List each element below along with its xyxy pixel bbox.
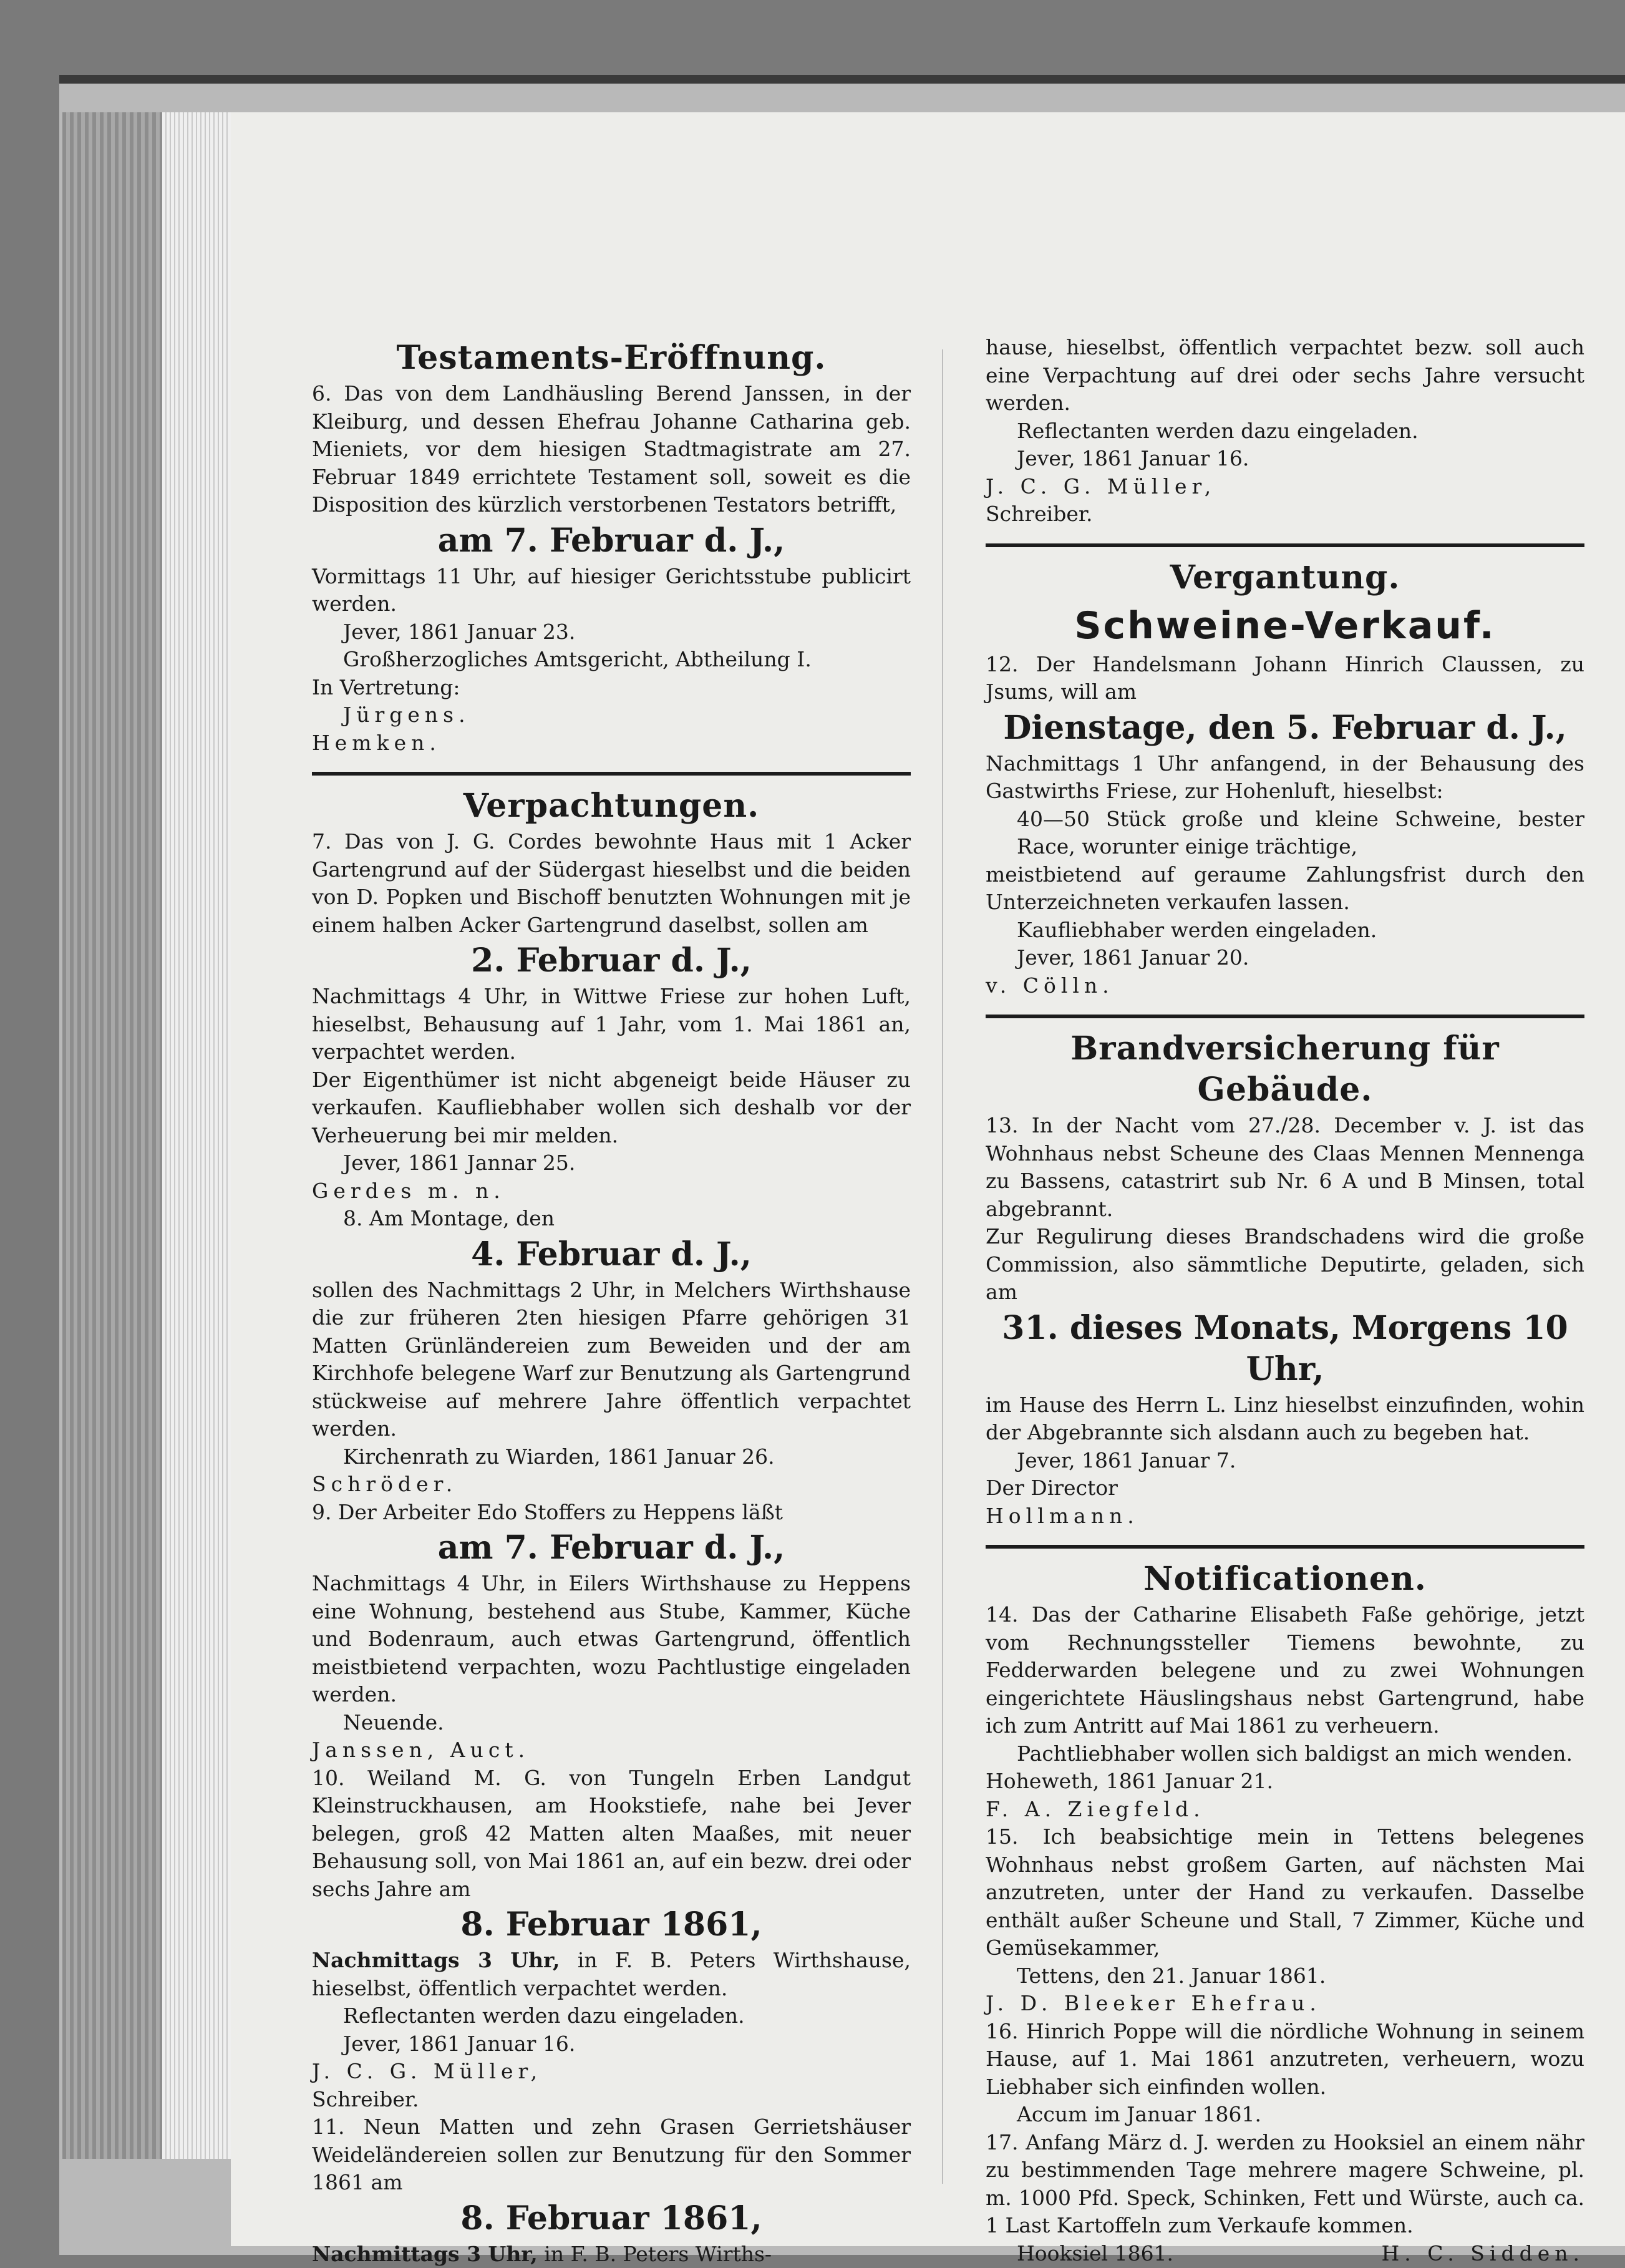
notice-14-place: Hoheweth, 1861 Januar 21.	[986, 1768, 1584, 1796]
notice-10-continued-invite: Reflectanten werden dazu eingeladen.	[986, 417, 1584, 445]
left-column	[312, 334, 911, 2268]
notice-6-signature-juergens: Jürgens.	[312, 701, 911, 729]
notice-6-vertretung: In Vertretung:	[312, 674, 911, 702]
notice-15-text: 15. Ich beabsichtige mein in Tettens belegenes Wohnhaus nebst großem Garten, auf nächsten Mai anzutreten, unter der Hand zu verkaufen. Dasselbe enthält außer Scheune und Stall, 7 Zimmer, Küche und Gemüsekammer,	[986, 1823, 1584, 1962]
heading-verpachtungen: Verpachtungen.	[312, 786, 911, 827]
notice-8-text-b: sollen des Nachmittags 2 Uhr, in Melchers Wirthshause die zur früheren 2ten hiesigen Pfarre gehörigen 31 Matten Grünländereien zum Beweiden und der am Kirchhofe belegene Warf zur Benutzung als Gartengrund stückweise auf mehrere Jahre öffentlich verpachtet werden.	[312, 1277, 911, 1443]
notice-13-date: 31. dieses Monats, Morgens 10 Uhr,	[986, 1308, 1584, 1390]
notice-7-text-b: Nachmittags 4 Uhr, in Wittwe Friese zur hohen Luft, hieselbst, Behausung auf 1 Jahr, vom 1. Mai 1861 an, verpachtet werden.	[312, 983, 911, 1066]
notice-9-text-b: Nachmittags 4 Uhr, in Eilers Wirthshause zu Heppens eine Wohnung, bestehend aus Stube, Kammer, Küche und Bodenraum, auch etwas Gartengrund, öffentlich meistbietend verpachten, wozu Pachtlustige eingeladen werden.	[312, 1570, 911, 1709]
notice-10-location: in F. B. Peters Wirthshause, hieselbst, öffentlich verpachtet werden.	[312, 1948, 911, 2000]
notice-12-date: Dienstage, den 5. Februar d. J.,	[986, 708, 1584, 749]
notice-12-signature: v. Cölln.	[986, 972, 1584, 1000]
notice-17-text: 17. Anfang März d. J. werden zu Hooksiel an einem nähr zu bestimmenden Tage mehrere magere Schweine, pl. m. 1000 Pfd. Speck, Schinken, Fett und Würste, auch ca. 1 Last Kartoffeln zum Verkaufe kommen.	[986, 2129, 1584, 2240]
notice-14-text-b: Pachtliebhaber wollen sich baldigst an mich wenden.	[986, 1740, 1584, 1768]
notice-11-text: 11. Neun Matten und zehn Grasen Gerrietshäuser Weideländereien sollen zur Benutzung für den Sommer 1861 am	[312, 2113, 911, 2197]
heading-vergantung: Vergantung.	[986, 557, 1584, 598]
notice-11-location: in F. B. Peters Wirths-	[544, 2242, 772, 2266]
column-divider	[942, 349, 943, 2184]
notice-8-text: 8. Am Montage, den	[312, 1205, 911, 1233]
notice-17-signature: H. C. Sidden.	[1382, 2240, 1585, 2268]
notice-10-continued-place: Jever, 1861 Januar 16.	[986, 445, 1584, 473]
notice-12-text-b: Nachmittags 1 Uhr anfangend, in der Behausung des Gastwirths Friese, zur Hohenluft, hieselbst:	[986, 750, 1584, 805]
notice-7-text-c: Der Eigenthümer ist nicht abgeneigt beide Häuser zu verkaufen. Kaufliebhaber wollen sich deshalb vor der Verheuerung bei mir melden.	[312, 1066, 911, 1150]
notice-6-court: Großherzogliches Amtsgericht, Abtheilung I.	[312, 646, 911, 674]
notice-12-invite: Kaufliebhaber werden eingeladen.	[986, 917, 1584, 945]
notice-10-text-b	[312, 1947, 911, 2002]
notice-17-footer	[986, 2240, 1584, 2268]
notice-9-place: Neuende.	[312, 1709, 911, 1737]
notice-17-place: Hooksiel 1861.	[986, 2241, 1173, 2266]
notice-12-text-c: meistbietend auf geraume Zahlungsfrist durch den Unterzeichneten verkaufen lassen.	[986, 861, 1584, 917]
notice-8-place: Kirchenrath zu Wiarden, 1861 Januar 26.	[312, 1443, 911, 1471]
notice-10-title: Schreiber.	[312, 2086, 911, 2114]
notice-8-date: 4. Februar d. J.,	[312, 1234, 911, 1275]
newspaper-page	[231, 112, 1625, 2246]
notice-10-place: Jever, 1861 Januar 16.	[312, 2030, 911, 2058]
notice-6-text-b: Vormittags 11 Uhr, auf hiesiger Gerichtsstube publicirt werden.	[312, 563, 911, 618]
notice-13-director: Der Director	[986, 1474, 1584, 1502]
page-edges	[162, 112, 231, 2159]
notice-13-text-c: im Hause des Herrn L. Linz hieselbst einzufinden, wohin der Abgebrannte sich alsdann auch zu begeben hat.	[986, 1391, 1584, 1447]
notice-14-signature: F. A. Ziegfeld.	[986, 1796, 1584, 1824]
notice-7-signature: Gerdes m. n.	[312, 1177, 911, 1205]
notice-12-place: Jever, 1861 Januar 20.	[986, 944, 1584, 972]
notice-10-continued-title: Schreiber.	[986, 500, 1584, 528]
notice-10-date: 8. Februar 1861,	[312, 1904, 911, 1945]
notice-10-text: 10. Weiland M. G. von Tungeln Erben Landgut Kleinstruckhausen, am Hookstiefe, nahe bei Jever belegen, groß 42 Matten alten Maaßes, mit neuer Behausung soll, von Mai 1861 an, auf ein bezw. drei oder sechs Jahre am	[312, 1764, 911, 1904]
notice-8-signature: Schröder.	[312, 1471, 911, 1499]
notice-10-invite: Reflectanten werden dazu eingeladen.	[312, 2002, 911, 2030]
heading-brandversicherung: Brandversicherung für Gebäude.	[986, 1028, 1584, 1111]
notice-13-place: Jever, 1861 Januar 7.	[986, 1447, 1584, 1475]
notice-10-continued: hause, hieselbst, öffentlich verpachtet bezw. soll auch eine Verpachtung auf drei oder sechs Jahre versucht werden.	[986, 334, 1584, 417]
notice-6-date: am 7. Februar d. J.,	[312, 520, 911, 562]
right-column	[986, 334, 1584, 2267]
notice-9-text: 9. Der Arbeiter Edo Stoffers zu Heppens läßt	[312, 1499, 911, 1527]
notice-6-place: Jever, 1861 Januar 23.	[312, 618, 911, 646]
section-rule	[986, 1015, 1584, 1018]
notice-13-text-b: Zur Regulirung dieses Brandschadens wird die große Commission, also sämmtliche Deputirte, geladen, sich am	[986, 1223, 1584, 1307]
notice-10-continued-signature: J. C. G. Müller,	[986, 473, 1584, 501]
notice-13-text: 13. In der Nacht vom 27./28. December v. J. ist das Wohnhaus nebst Scheune des Claas Mennen Mennenga zu Bassens, catastrirt sub Nr. 6 A und B Minsen, total abgebrannt.	[986, 1112, 1584, 1223]
notice-11-date: 8. Februar 1861,	[312, 2198, 911, 2239]
notice-15-place: Tettens, den 21. Januar 1861.	[986, 1962, 1584, 1990]
section-rule	[986, 543, 1584, 547]
heading-testament: Testaments-Eröffnung.	[312, 338, 911, 379]
heading-notificationen: Notificationen.	[986, 1559, 1584, 1600]
notice-15-signature: J. D. Bleeker Ehefrau.	[986, 1990, 1584, 2018]
notice-10-signature: J. C. G. Müller,	[312, 2058, 911, 2086]
notice-7-date: 2. Februar d. J.,	[312, 940, 911, 981]
notice-10-time: Nachmittags 3 Uhr,	[312, 1948, 560, 1972]
notice-12-goods: 40—50 Stück große und kleine Schweine, bester Race, worunter einige trächtige,	[986, 805, 1584, 861]
section-rule	[312, 772, 911, 776]
notice-6-signature-hemken: Hemken.	[312, 729, 911, 757]
notice-14-text: 14. Das der Catharine Elisabeth Faße gehörige, jetzt vom Rechnungssteller Tiemens bewohnte, zu Fedderwarden belegene und zu zwei Wohnungen eingerichtete Häuslingshaus nebst Gartengrund, habe ich zum Antritt auf Mai 1861 zu verheuern.	[986, 1601, 1584, 1740]
notice-16-text: 16. Hinrich Poppe will die nördliche Wohnung in seinem Hause, auf 1. Mai 1861 anzutreten, verheuern, wozu Liebhaber sich einfinden wollen.	[986, 2018, 1584, 2101]
notice-11-time: Nachmittags 3 Uhr,	[312, 2242, 538, 2266]
notice-11-text-b	[312, 2241, 911, 2268]
notice-9-date: am 7. Februar d. J.,	[312, 1527, 911, 1569]
heading-schweine-verkauf: Schweine-Verkauf.	[986, 602, 1584, 650]
notice-13-signature: Hollmann.	[986, 1502, 1584, 1531]
marbled-binding	[62, 112, 162, 2159]
notice-16-place: Accum im Januar 1861.	[986, 2101, 1584, 2129]
notice-9-signature: Janssen, Auct.	[312, 1736, 911, 1764]
notice-12-text: 12. Der Handelsmann Johann Hinrich Claussen, zu Jsums, will am	[986, 651, 1584, 706]
notice-7-place: Jever, 1861 Jannar 25.	[312, 1149, 911, 1177]
notice-7-text: 7. Das von J. G. Cordes bewohnte Haus mit 1 Acker Gartengrund auf der Südergast hieselbst und die beiden von D. Popken und Bischoff benutzten Wohnungen mit je einem halben Acker Gartengrund daselbst, sollen am	[312, 828, 911, 939]
notice-6-text: 6. Das von dem Landhäusling Berend Janssen, in der Kleiburg, und dessen Ehefrau Johanne Catharina geb. Mieniets, vor dem hiesigen Stadtmagistrate am 27. Februar 1849 errichtete Testament soll, soweit es die Disposition des kürzlich verstorbenen Testators betrifft,	[312, 380, 911, 519]
section-rule	[986, 1545, 1584, 1549]
